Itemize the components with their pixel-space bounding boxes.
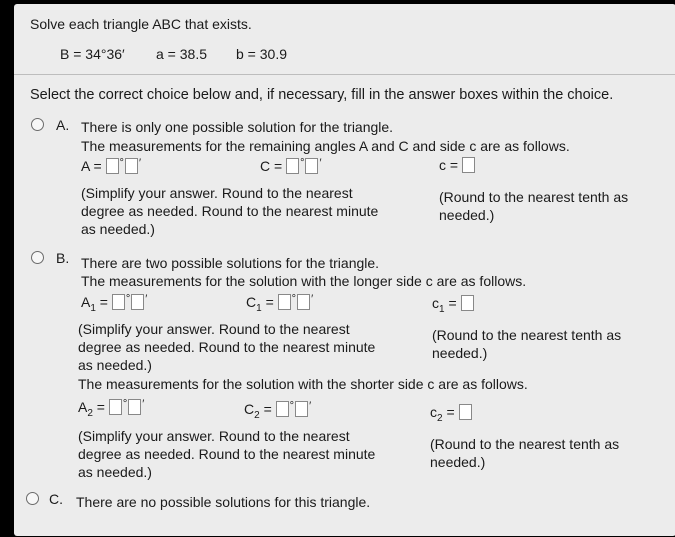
- answer-c[interactable]: [462, 157, 475, 173]
- choice-b-radio[interactable]: [31, 251, 44, 264]
- label-A1: A: [81, 294, 91, 310]
- choice-a-angle-C-row: [260, 157, 323, 174]
- answer-C1-minutes[interactable]: [297, 294, 310, 310]
- choice-a-radio[interactable]: [31, 118, 44, 131]
- choice-b-angle-A1-row: [81, 293, 148, 314]
- minute-symbol: ′: [142, 398, 145, 410]
- label-C: C =: [260, 158, 283, 174]
- choice-c-line1: There are no possible solutions for this triangle.: [76, 494, 371, 510]
- degree-symbol: °: [300, 157, 305, 169]
- choice-b-hint2-angle-3: as needed.): [78, 464, 152, 480]
- choice-b-hint-angle-2: degree as needed. Round to the nearest minute: [78, 339, 376, 355]
- minute-symbol: ′: [309, 400, 312, 412]
- subscript-1: 1: [439, 303, 445, 315]
- answer-C2-minutes[interactable]: [295, 401, 308, 417]
- choice-b-line1: There are two possible solutions for the triangle.: [81, 255, 380, 271]
- choice-c-letter: C.: [49, 491, 63, 507]
- choice-b-angle-C1-row: [246, 293, 314, 314]
- given-side-b: b = 30.9: [236, 46, 287, 62]
- label-c: c =: [439, 157, 459, 173]
- answer-C2-degrees[interactable]: [276, 401, 289, 417]
- equals-sign: =: [448, 295, 457, 311]
- answer-A1-minutes[interactable]: [131, 294, 144, 310]
- instruction-text: Solve each triangle ABC that exists.: [30, 16, 252, 32]
- degree-symbol: °: [119, 157, 124, 169]
- degree-symbol: °: [289, 400, 295, 412]
- answer-A2-degrees[interactable]: [109, 399, 122, 415]
- choice-b-line2: The measurements for the solution with the longer side c are as follows.: [81, 273, 527, 289]
- choice-a-angle-A-row: [81, 157, 142, 174]
- answer-c1[interactable]: [461, 295, 474, 311]
- minute-symbol: ′: [138, 157, 141, 169]
- equals-sign: =: [99, 294, 108, 310]
- label-c1: c: [432, 295, 439, 311]
- choice-c-radio[interactable]: [26, 492, 39, 505]
- minute-symbol: ′: [319, 157, 322, 169]
- answer-A2-minutes[interactable]: [128, 399, 141, 415]
- degree-symbol: °: [122, 398, 128, 410]
- choice-b-side-c2-row: [430, 404, 472, 424]
- choice-a-line2: The measurements for the remaining angles A and C and side c are as follows.: [81, 138, 570, 154]
- answer-C-degrees[interactable]: [286, 158, 299, 174]
- given-side-a: a = 38.5: [156, 46, 207, 62]
- subscript-2: 2: [437, 412, 443, 424]
- minute-symbol: ′: [145, 293, 148, 305]
- label-c2: c: [430, 404, 437, 420]
- choice-b-hint-angle-1: (Simplify your answer. Round to the nearest: [78, 321, 350, 337]
- choice-b-letter: B.: [56, 250, 70, 266]
- choice-b-hint2-angle-1: (Simplify your answer. Round to the nearest: [78, 428, 350, 444]
- answer-C1-degrees[interactable]: [278, 294, 291, 310]
- subscript-2: 2: [254, 409, 260, 421]
- subscript-1: 1: [256, 302, 262, 314]
- answer-C-minutes[interactable]: [305, 158, 318, 174]
- choice-b-angle-A2-row: [78, 398, 145, 419]
- choice-b-side-c1-row: [432, 295, 474, 315]
- choice-a-hint-angle-1: (Simplify your answer. Round to the nearest: [81, 185, 353, 201]
- choice-a-side-c-row: [439, 157, 475, 173]
- label-A: A =: [81, 158, 102, 174]
- answer-A1-degrees[interactable]: [112, 294, 125, 310]
- choice-b-hint-side-2: needed.): [432, 345, 488, 361]
- choice-b-hint-angle-3: as needed.): [78, 357, 152, 373]
- choice-a-hint-side-2: needed.): [439, 207, 495, 223]
- divider: [14, 74, 675, 75]
- equals-sign: =: [446, 404, 455, 420]
- degree-symbol: °: [125, 293, 131, 305]
- equals-sign: =: [96, 399, 105, 415]
- subscript-2: 2: [87, 407, 93, 419]
- choice-prompt: Select the correct choice below and, if necessary, fill in the answer boxes within the choice.: [30, 87, 614, 103]
- label-C1: C: [246, 294, 257, 310]
- label-C2: C: [244, 401, 255, 417]
- choice-b-hint-side-1: (Round to the nearest tenth as: [432, 327, 622, 343]
- choice-a-letter: A.: [56, 117, 70, 133]
- answer-A-degrees[interactable]: [106, 158, 119, 174]
- choice-b-hint2-angle-2: degree as needed. Round to the nearest minute: [78, 446, 376, 462]
- choice-b-hint2-side-2: needed.): [430, 454, 486, 470]
- question-panel: [14, 4, 675, 536]
- label-A2: A: [78, 399, 88, 415]
- choice-b-line3: The measurements for the solution with the shorter side c are as follows.: [78, 376, 528, 392]
- answer-c2[interactable]: [459, 404, 472, 420]
- subscript-1: 1: [90, 302, 96, 314]
- choice-a-hint-angle-3: as needed.): [81, 221, 155, 237]
- equals-sign: =: [265, 294, 274, 310]
- choice-b-hint2-side-1: (Round to the nearest tenth as: [430, 436, 620, 452]
- equals-sign: =: [263, 401, 272, 417]
- given-angle-B: B = 34°36′: [60, 46, 125, 62]
- answer-A-minutes[interactable]: [125, 158, 138, 174]
- degree-symbol: °: [291, 293, 297, 305]
- choice-a-hint-side-1: (Round to the nearest tenth as: [439, 189, 629, 205]
- choice-a-hint-angle-2: degree as needed. Round to the nearest minute: [81, 203, 379, 219]
- minute-symbol: ′: [311, 293, 314, 305]
- choice-a-line1: There is only one possible solution for the triangle.: [81, 119, 394, 135]
- choice-b-angle-C2-row: [244, 400, 312, 421]
